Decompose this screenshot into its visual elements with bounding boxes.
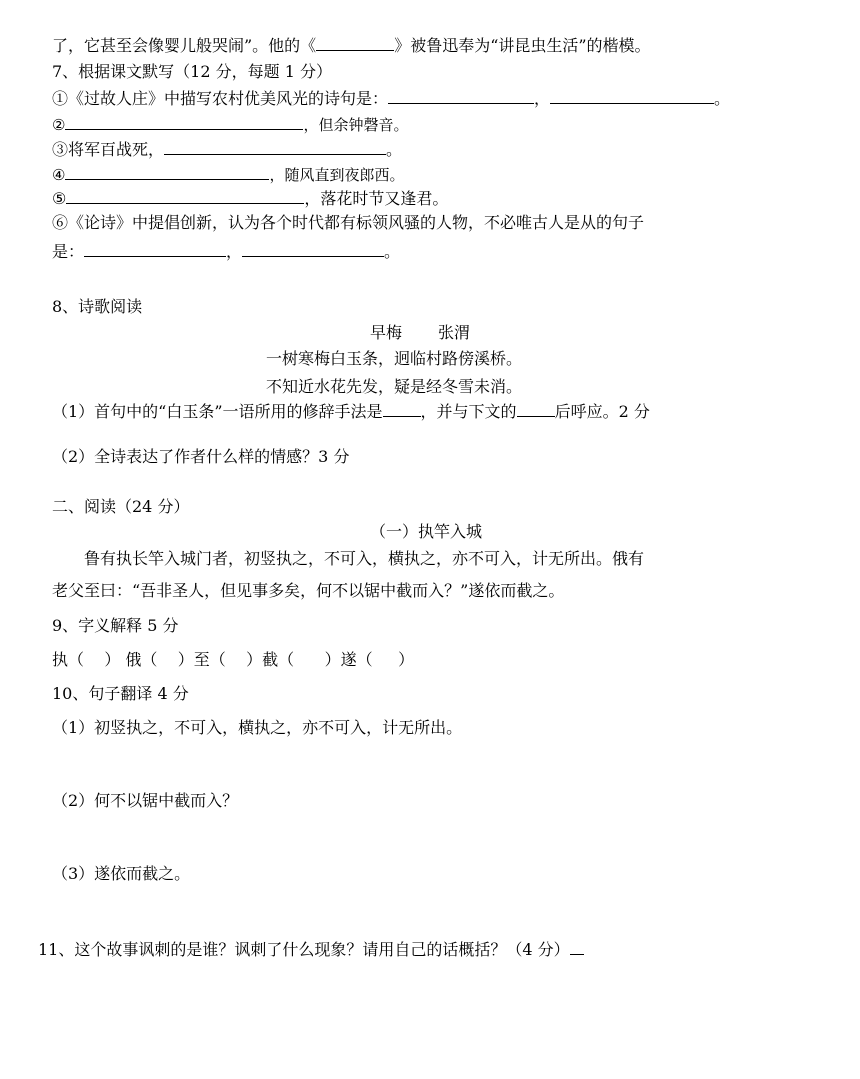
poem-heading [370,322,470,344]
q7-item-6-cont [52,240,400,263]
passage-line-2: 老父至曰：“吾非圣人，但见事多矣，何不以锯中截而入？”遂依而截之。 [52,581,565,600]
answer-blank[interactable] [242,240,384,257]
intro-text-b: 》被鲁迅奉为“讲昆虫生活”的楷模。 [394,36,651,55]
answer-blank[interactable] [65,113,303,130]
poem-line-2: 不知近水花先发，疑是经冬雪未消。 [266,377,523,396]
q7-item-3-text: ③将军百战死， [52,140,165,159]
answer-blank[interactable] [164,138,386,155]
poem-title: 早梅 [370,323,403,342]
q8-sub-1-text-a: （1）首句中的“白玉条”一语所用的修辞手法是 [52,402,383,421]
q10-sub-1: （1）初竖执之，不可入，横执之，亦不可入，计无所出。 [52,718,463,737]
passage-line-1: 鲁有执长竿入城门者，初竖执之，不可入，横执之，亦不可入，计无所出。俄有 [84,549,645,568]
separator: ， [226,242,243,261]
answer-blank[interactable] [517,400,555,417]
answer-blank[interactable] [66,187,304,204]
q7-item-2 [52,113,408,136]
poem-author: 张渭 [438,323,471,342]
q10-sub-2: （2）何不以锯中截而入？ [52,791,239,810]
q7-item-6-cont-text: 是： [52,242,85,261]
q7-item-3 [52,138,402,161]
q7-item-1 [52,87,730,110]
q7-item-5-number: ⑤ [52,189,67,208]
q7-item-5 [52,187,448,210]
answer-blank[interactable] [383,400,421,417]
q7-item-1-text: ①《过故人庄》中描写农村优美风光的诗句是： [52,89,389,108]
intro-text-a: 了，它甚至会像婴儿般哭闹”。他的《 [52,36,317,55]
q9-title: 9、字义解释 5 分 [52,616,179,635]
q10-title: 10、句子翻译 4 分 [52,684,189,703]
poem-line-1: 一树寒梅白玉条，迥临村路傍溪桥。 [266,349,523,368]
q8-sub-1 [52,400,650,423]
q8-title: 8、诗歌阅读 [52,297,143,316]
period: 。 [384,242,401,261]
answer-blank[interactable] [550,87,714,104]
separator: ， [534,89,551,108]
q7-item-4 [52,163,404,186]
answer-blank[interactable] [316,34,394,51]
answer-blank[interactable] [65,163,269,180]
q8-sub-2: （2）全诗表达了作者什么样的情感？3 分 [52,447,350,466]
intro-line [52,34,651,57]
q7-item-4-text: ，随风直到夜郎西。 [269,166,405,184]
q11-text: 11、这个故事讽刺的是谁？讽刺了什么现象？请用自己的话概括？（4 分） [38,940,570,959]
q7-item-5-text: ，落花时节又逢君。 [304,189,449,208]
q7-title: 7、根据课文默写（12 分，每题 1 分） [52,62,332,81]
q8-sub-1-text-b: ，并与下文的 [420,402,517,421]
q7-item-6: ⑥《论诗》中提倡创新，认为各个时代都有标领风骚的人物，不必唯古人是从的句子 [52,213,645,232]
answer-blank[interactable] [570,938,584,955]
period: 。 [714,89,731,108]
q7-item-4-number: ④ [52,166,66,184]
q10-sub-3: （3）遂依而截之。 [52,864,191,883]
section-2-title: 二、阅读（24 分） [52,497,190,516]
q7-item-2-number: ② [52,116,66,134]
q9-items: 执（ ） 俄（ ）至（ ）截（ ）遂（ ） [52,650,415,669]
answer-blank[interactable] [84,240,226,257]
q8-sub-1-text-c: 后呼应。2 分 [554,402,650,421]
answer-blank[interactable] [388,87,534,104]
q11 [38,938,584,961]
period: 。 [386,140,403,159]
passage-title: （一）执竿入城 [370,522,483,541]
q7-item-2-text: ，但余钟磬音。 [303,116,409,134]
